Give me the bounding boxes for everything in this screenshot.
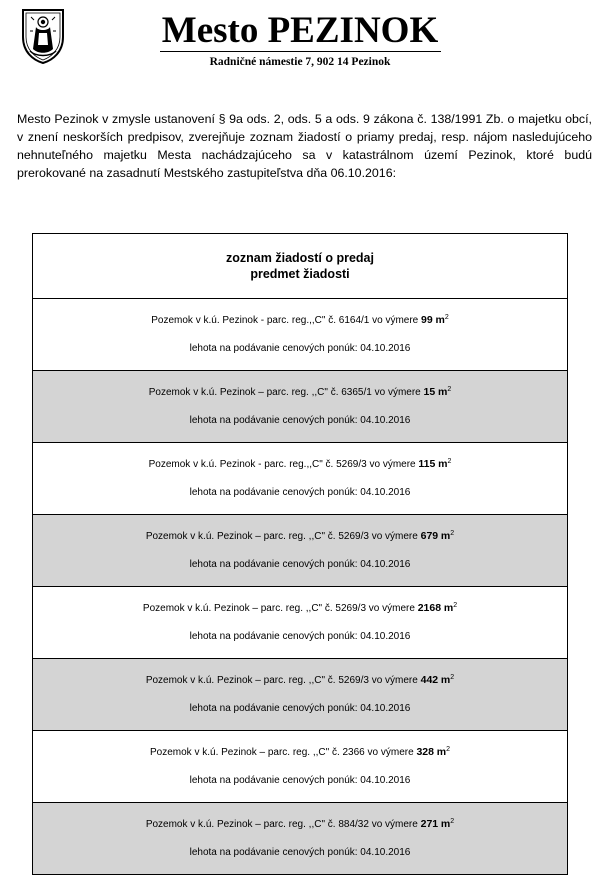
table-row xyxy=(33,443,568,515)
offer-deadline: lehota na podávanie cenových ponúk: 04.10.2016 xyxy=(189,847,411,858)
requests-table xyxy=(32,233,568,875)
parcel-description: Pozemok v k.ú. Pezinok – parc. reg. ,,C" č. 5269/3 vo výmere xyxy=(145,675,418,686)
area-unit: m xyxy=(443,602,454,614)
table-row xyxy=(33,731,568,803)
area-unit-exponent: 2 xyxy=(450,818,455,825)
area-unit-exponent: 2 xyxy=(450,674,455,681)
table-row xyxy=(33,587,568,659)
offer-deadline: lehota na podávanie cenových ponúk: 04.10.2016 xyxy=(189,415,411,426)
parcel-area: 271 xyxy=(420,818,439,830)
table-header-title: zoznam žiadostí o predaj xyxy=(226,251,374,265)
parcel-description: Pozemok v k.ú. Pezinok – parc. reg. ,,C" č. 2366 vo výmere xyxy=(149,747,414,758)
offer-deadline: lehota na podávanie cenových ponúk: 04.10.2016 xyxy=(189,559,411,570)
parcel-area: 99 xyxy=(421,314,433,326)
area-unit-exponent: 2 xyxy=(447,458,452,465)
parcel-area: 15 xyxy=(423,386,436,398)
title-divider xyxy=(160,51,441,52)
area-unit-exponent: 2 xyxy=(453,602,458,609)
parcel-line xyxy=(33,810,567,839)
area-unit: m xyxy=(438,458,448,470)
parcel-description: Pozemok v k.ú. Pezinok – parc. reg. ,,C" č. 5269/3 vo výmere xyxy=(145,531,418,542)
parcel-description: Pozemok v k.ú. Pezinok – parc. reg. ,,C" č. 5269/3 vo výmere xyxy=(142,603,415,614)
parcel-line xyxy=(33,594,567,623)
parcel-line xyxy=(33,378,567,407)
parcel-line xyxy=(33,522,567,551)
request-cell xyxy=(33,587,568,659)
table-row xyxy=(33,803,568,875)
intro-text: Mesto Pezinok v zmysle ustanovení § 9a ods. 2, ods. 5 a ods. 9 zákona č. 138/1991 Zb. o majetku obcí, v znení neskorších predpisov, zverejňuje zoznam žiadostí o priamy predaj, resp. nájom nasledujúceho nehnuteľného majetku Mesta nachádzajúceho sa v katastrálnom území Pezinok, ktoré budú prerokované na zasadnutí Mestského zastupiteľstva dňa 06.10.2016: xyxy=(17,112,592,180)
area-unit: m xyxy=(438,386,448,398)
table-row xyxy=(33,371,568,443)
parcel-area: 328 xyxy=(416,746,434,758)
parcel-area: 2168 xyxy=(417,602,442,614)
area-unit: m xyxy=(435,314,445,326)
parcel-line xyxy=(33,738,567,767)
area-unit-exponent: 2 xyxy=(446,746,450,753)
offer-deadline: lehota na podávanie cenových ponúk: 04.10.2016 xyxy=(189,343,411,354)
table-row xyxy=(33,515,568,587)
parcel-line xyxy=(33,306,567,335)
offer-deadline: lehota na podávanie cenových ponúk: 04.10.2016 xyxy=(189,487,411,498)
request-cell xyxy=(33,371,568,443)
area-unit: m xyxy=(440,818,451,830)
table-header-subtitle: predmet žiadosti xyxy=(250,267,350,281)
parcel-area: 442 xyxy=(420,674,439,686)
town-crest-icon xyxy=(20,7,66,65)
intro-paragraph xyxy=(17,110,592,182)
parcel-description: Pozemok v k.ú. Pezinok – parc. reg. ,,C" č. 6365/1 vo výmere xyxy=(148,387,421,398)
table-row xyxy=(33,299,568,371)
parcel-line xyxy=(33,666,567,695)
area-unit-exponent: 2 xyxy=(450,530,455,537)
request-cell xyxy=(33,299,568,371)
parcel-description: Pozemok v k.ú. Pezinok - parc. reg.,,C" č. 6164/1 vo výmere xyxy=(151,315,419,326)
area-unit-exponent: 2 xyxy=(447,386,452,393)
area-unit: m xyxy=(440,674,451,686)
table-header-row xyxy=(33,234,568,299)
parcel-line xyxy=(33,450,567,479)
offer-deadline: lehota na podávanie cenových ponúk: 04.10.2016 xyxy=(189,775,411,786)
request-cell xyxy=(33,659,568,731)
table-header-cell xyxy=(33,234,568,299)
parcel-description: Pozemok v k.ú. Pezinok – parc. reg. ,,C" č. 884/32 vo výmere xyxy=(145,819,418,830)
city-address: Radničné námestie 7, 902 14 Pezinok xyxy=(209,56,391,68)
offer-deadline: lehota na podávanie cenových ponúk: 04.10.2016 xyxy=(189,703,411,714)
area-unit: m xyxy=(440,530,451,542)
offer-deadline: lehota na podávanie cenových ponúk: 04.10.2016 xyxy=(189,631,411,642)
parcel-description: Pozemok v k.ú. Pezinok - parc. reg.,,C" č. 5269/3 vo výmere xyxy=(148,459,416,470)
area-unit: m xyxy=(436,746,447,758)
request-cell xyxy=(33,443,568,515)
request-cell xyxy=(33,803,568,875)
parcel-area: 679 xyxy=(420,530,439,542)
request-cell xyxy=(33,515,568,587)
area-unit-exponent: 2 xyxy=(444,314,449,321)
table-row xyxy=(33,659,568,731)
parcel-area: 115 xyxy=(418,458,436,470)
page-title: Mesto PEZINOK xyxy=(161,10,439,51)
request-cell xyxy=(33,731,568,803)
